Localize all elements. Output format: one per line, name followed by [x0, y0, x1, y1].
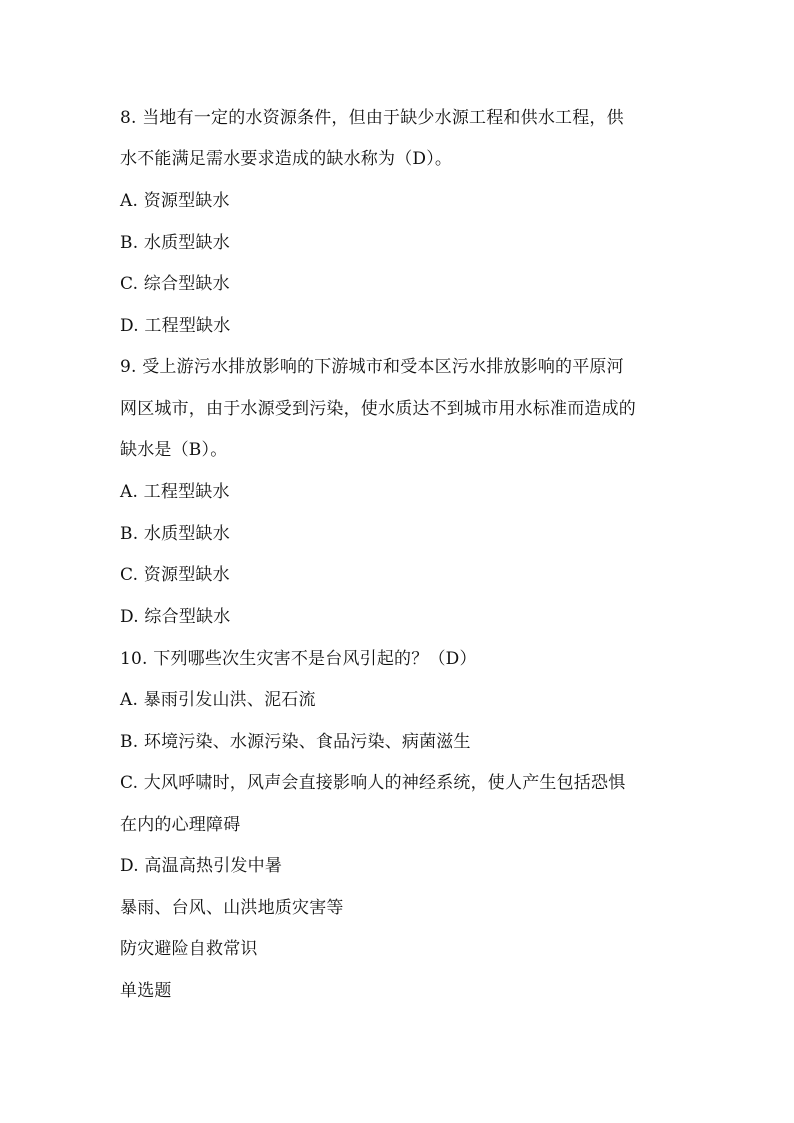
q10-option-c-line-1: C. 大风呼啸时，风声会直接影响人的神经系统，使人产生包括恐惧 [120, 773, 626, 793]
q8-option-c: C. 综合型缺水 [120, 274, 230, 294]
q9-option-d: D. 综合型缺水 [120, 607, 231, 627]
q9-option-a: A. 工程型缺水 [120, 482, 230, 502]
q8-option-b: B. 水质型缺水 [120, 233, 230, 253]
q9-option-c: C. 资源型缺水 [120, 565, 230, 585]
q8-stem-line-1: 8. 当地有一定的水资源条件，但由于缺少水源工程和供水工程，供 [120, 108, 624, 128]
topic-tag: 防灾避险自救常识 [120, 939, 258, 959]
category-tag: 暴雨、台风、山洪地质灾害等 [120, 898, 344, 918]
q8-stem-line-2: 水不能满足需水要求造成的缺水称为（D）。 [120, 149, 453, 169]
q10-option-d: D. 高温高热引发中暑 [120, 856, 283, 876]
q10-option-a: A. 暴雨引发山洪、泥石流 [120, 690, 316, 710]
q9-option-b: B. 水质型缺水 [120, 524, 230, 544]
q10-stem: 10. 下列哪些次生灾害不是台风引起的？（D） [120, 649, 477, 669]
q8-option-d: D. 工程型缺水 [120, 316, 231, 336]
q10-option-c-line-2: 在内的心理障碍 [120, 815, 241, 835]
q10-option-b: B. 环境污染、水源污染、食品污染、病菌滋生 [120, 732, 471, 752]
q9-stem-line-3: 缺水是（B）。 [120, 440, 228, 460]
q9-stem-line-2: 网区城市，由于水源受到污染，使水质达不到城市用水标准而造成的 [120, 399, 636, 419]
question-type-tag: 单选题 [120, 981, 172, 1001]
q9-stem-line-1: 9. 受上游污水排放影响的下游城市和受本区污水排放影响的平原河 [120, 357, 624, 377]
q8-option-a: A. 资源型缺水 [120, 191, 230, 211]
